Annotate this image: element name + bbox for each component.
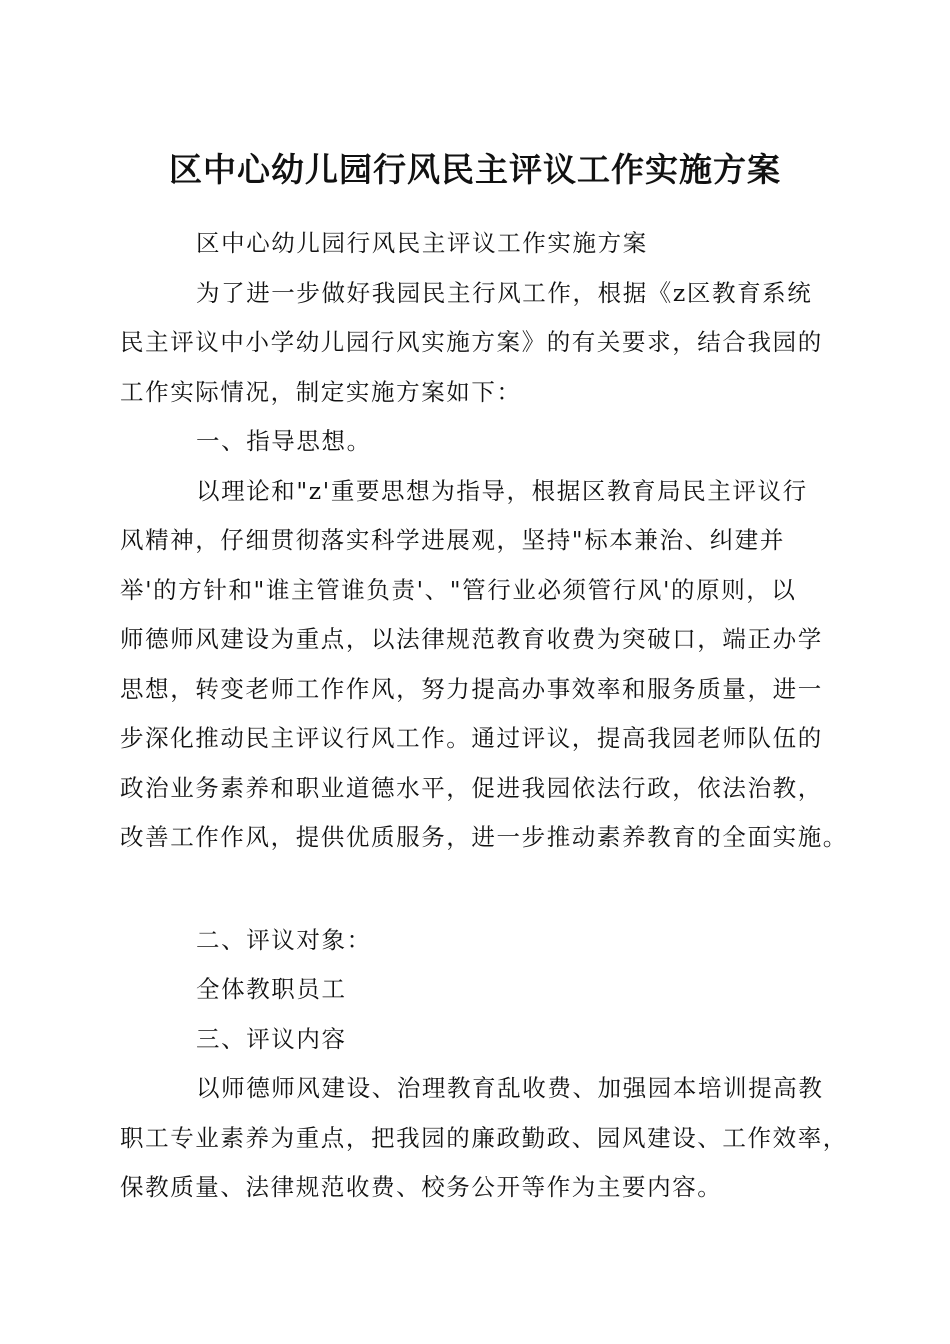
intro-paragraph-line-3: 工作实际情况，制定实施方案如下：: [120, 378, 522, 406]
section-1-line-5: 思想，转变老师工作作风，努力提高办事效率和服务质量，进一: [120, 675, 823, 703]
section-3-line-1: 以师德师风建设、治理教育乱收费、加强园本培训提高教: [196, 1074, 824, 1102]
section-1-line-4: 师德师风建设为重点，以法律规范教育收费为突破口，端正办学: [120, 625, 823, 653]
section-1-line-8: 改善工作作风，提供优质服务，进一步推动素养教育的全面实施。: [120, 823, 848, 851]
intro-title-line: 区中心幼儿园行风民主评议工作实施方案: [196, 229, 648, 257]
intro-paragraph-line-1: 为了进一步做好我园民主行风工作，根据《z区教育系统: [196, 279, 813, 307]
section-heading-3: 三、评议内容: [196, 1025, 347, 1053]
intro-paragraph-line-2: 民主评议中小学幼儿园行风实施方案》的有关要求，结合我园的: [120, 328, 823, 356]
section-1-line-3: 举'的方针和"谁主管谁负责'、"管行业必须管行风'的原则，以: [120, 576, 797, 604]
document-title: 区中心幼儿园行风民主评议工作实施方案: [169, 150, 781, 189]
section-1-line-7: 政治业务素养和职业道德水平，促进我园依法行政，依法治教，: [120, 774, 823, 802]
section-1-line-6: 步深化推动民主评议行风工作。通过评议，提高我园老师队伍的: [120, 724, 823, 752]
section-2-line-1: 全体教职员工: [196, 975, 347, 1003]
section-3-line-3: 保教质量、法律规范收费、校务公开等作为主要内容。: [120, 1173, 723, 1201]
section-heading-1: 一、指导思想。: [196, 427, 372, 455]
section-heading-2: 二、评议对象：: [196, 926, 372, 954]
section-1-line-2: 风精神，仔细贯彻落实科学进展观，坚持"标本兼治、纠建并: [120, 526, 786, 554]
section-3-line-2: 职工专业素养为重点，把我园的廉政勤政、园风建设、工作效率，: [120, 1124, 848, 1152]
section-1-line-1: 以理论和"z'重要思想为指导，根据区教育局民主评议行: [196, 477, 808, 505]
